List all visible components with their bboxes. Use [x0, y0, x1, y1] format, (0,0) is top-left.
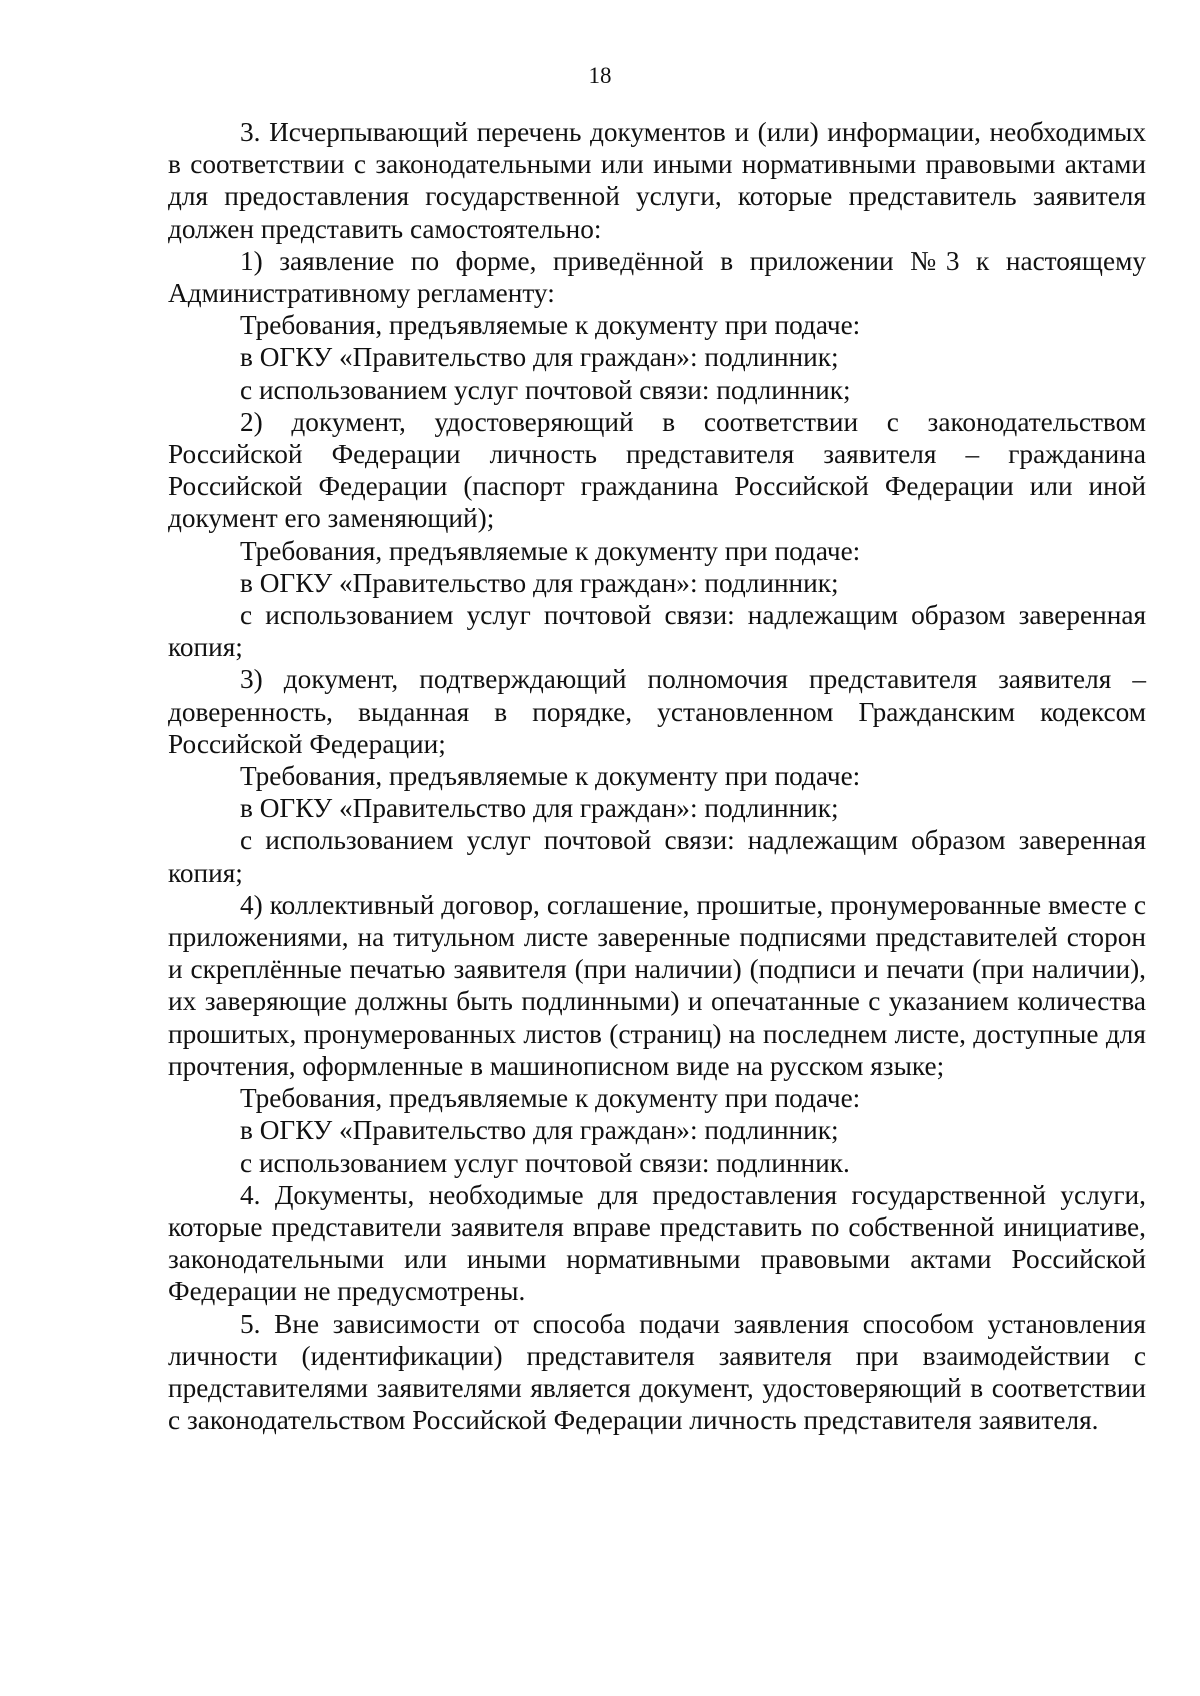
document-body	[168, 116, 1146, 1436]
paragraph-subitem-2: 2) документ, удостоверяющий в соответствии с законодательством Российской Федерации личность представителя заявителя – гражданина Российской Федерации (паспорт гражданина Российской Федерации или иной документ его заменяющий);	[168, 406, 1146, 534]
paragraph-requirements: Требования, предъявляемые к документу при подаче:	[240, 761, 861, 792]
paragraph-requirements: Требования, предъявляемые к документу при подаче:	[240, 1083, 861, 1114]
paragraph-subitem-3: 3) документ, подтверждающий полномочия представителя заявителя – доверенность, выданная в порядке, установленном Гражданским кодексом Российской Федерации;	[168, 664, 1146, 759]
paragraph-subitem-1: 1) заявление по форме, приведённой в приложении №3 к настоящему Административному регламенту:	[168, 245, 1146, 309]
paragraph-item-3-heading: 3. Исчерпывающий перечень документов и (или) информации, необходимых в соответствии с законодательными или иными нормативными правовыми актами для предоставления государственной услуги, которые представитель заявителя должен представить самостоятельно:	[168, 117, 1146, 244]
paragraph-item-5: 5. Вне зависимости от способа подачи заявления способом установления личности (идентификации) представителя заявителя при взаимодействии с представителями заявителями является документ, удостоверяющий в соответствии с законодательством Российской Федерации личность представителя заявителя.	[168, 1308, 1146, 1436]
paragraph-requirement-ogku: в ОГКУ «Правительство для граждан»: подлинник;	[240, 567, 839, 598]
paragraph-requirement-ogku: в ОГКУ «Правительство для граждан»: подлинник;	[240, 793, 839, 824]
paragraph-requirement-ogku: в ОГКУ «Правительство для граждан»: подлинник;	[240, 1115, 839, 1146]
paragraph-requirement-post: с использованием услуг почтовой связи: подлинник.	[240, 1147, 850, 1178]
paragraph-requirement-post: с использованием услуг почтовой связи: подлинник;	[240, 374, 851, 405]
paragraph-subitem-4: 4) коллективный договор, соглашение, прошитые, пронумерованные вместе с приложениями, на титульном листе заверенные подписями представителей сторон и скреплённые печатью заявителя (при наличии) (подписи и печати (при наличии), их заверяющие должны быть подлинными) и опечатанные с указанием количества прошитых, пронумерованных листов (страниц) на последнем листе, доступные для прочтения, оформленные в машинописном виде на русском языке;	[168, 889, 1146, 1081]
page-number: 18	[588, 63, 612, 88]
paragraph-requirement-ogku: в ОГКУ «Правительство для граждан»: подлинник;	[240, 342, 839, 373]
paragraph-requirement-post: с использованием услуг почтовой связи: надлежащим образом заверенная копия;	[168, 825, 1146, 888]
paragraph-requirements: Требования, предъявляемые к документу при подаче:	[240, 310, 861, 341]
paragraph-requirements: Требования, предъявляемые к документу при подаче:	[240, 535, 861, 566]
paragraph-item-4: 4. Документы, необходимые для предоставления государственной услуги, которые представители заявителя вправе представить по собственной инициативе, законодательными или иными нормативными правовыми актами Российской Федерации не предусмотрены.	[168, 1179, 1146, 1307]
paragraph-requirement-post: с использованием услуг почтовой связи: надлежащим образом заверенная копия;	[168, 600, 1146, 663]
